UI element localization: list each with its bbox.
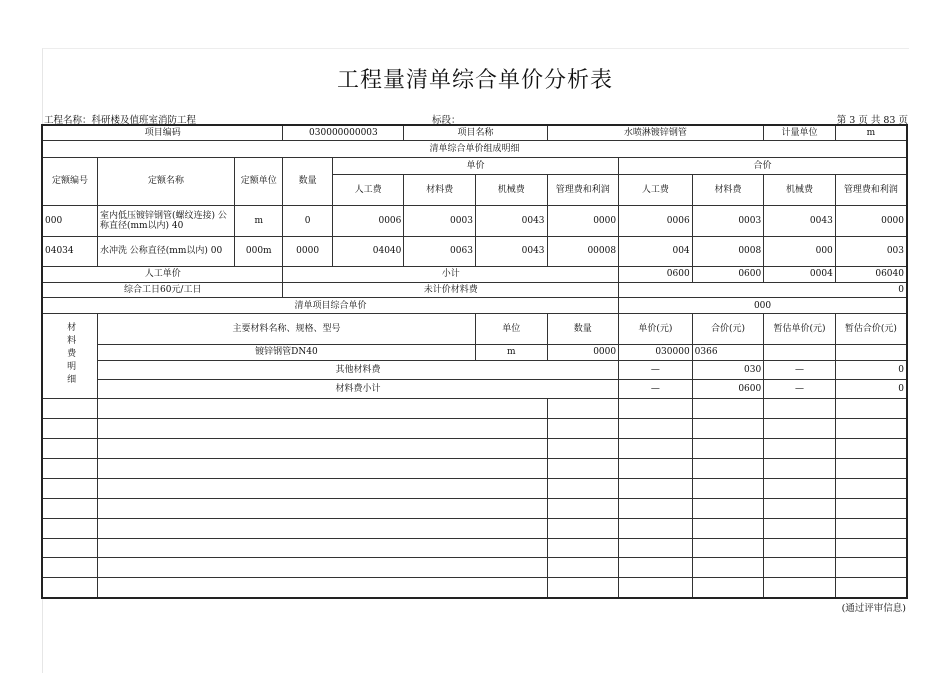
other-material-total: 030 (692, 361, 764, 380)
col-total-material: 材料费 (692, 174, 764, 205)
empty-row (42, 518, 907, 538)
unpriced-row (42, 282, 907, 298)
subtotal-row (42, 267, 907, 283)
unit-material: 0003 (404, 206, 476, 236)
analysis-table (41, 124, 908, 599)
material-section-label (42, 314, 97, 399)
empty-row (42, 399, 907, 419)
quota-no: 04034 (42, 236, 97, 266)
empty-row (42, 538, 907, 558)
subtotal-material: 0600 (692, 267, 764, 283)
material-header-row (42, 314, 907, 344)
col-total-price: 合价 (619, 157, 907, 174)
material-subtotal-unit-price: — (619, 380, 693, 399)
col-quantity: 数量 (283, 157, 332, 205)
material-name: 镀锌钢管DN40 (97, 344, 475, 361)
quota-qty: 0000 (283, 236, 332, 266)
total-mgmt: 0000 (835, 206, 907, 236)
mat-col-qty: 数量 (547, 314, 619, 344)
material-subtotal-est-unit: — (764, 380, 836, 399)
unit-machine: 0043 (475, 206, 547, 236)
material-qty: 0000 (547, 344, 619, 361)
item-unit-price-label: 清单项目综合单价 (42, 298, 619, 314)
quota-name: 室内低压镀锌钢管(螺纹连接) 公称直径(mm以内) 40 (97, 206, 234, 236)
table-row (42, 206, 907, 236)
other-material-est-total: 0 (835, 361, 907, 380)
subtotal-machine: 0004 (764, 267, 836, 283)
total-machine: 0043 (764, 206, 836, 236)
subtotal-labor: 0600 (619, 267, 693, 283)
unpriced-material-value: 0 (619, 282, 907, 298)
item-code-label: 项目编码 (42, 125, 283, 141)
project-name: 工程名称：科研楼及值班室消防工程 (44, 115, 197, 126)
mat-col-est-unit: 暂估单价(元) (764, 314, 836, 344)
unit-value: m (835, 125, 907, 141)
quota-name: 水冲洗 公称直径(mm以内) 00 (97, 236, 234, 266)
table-row (42, 344, 907, 361)
col-quota-name: 定额名称 (97, 157, 234, 205)
col-total-mgmt: 管理费和利润 (835, 174, 907, 205)
empty-row (42, 578, 907, 598)
col-quota-no: 定额编号 (42, 157, 97, 205)
review-note: (通过评审信息) (841, 603, 906, 614)
labor-rate: 综合工日60元/工日 (42, 282, 283, 298)
quota-no: 000 (42, 206, 97, 236)
item-unit-price-row (42, 298, 907, 314)
other-material-est-unit: — (764, 361, 836, 380)
total-material: 0008 (692, 236, 764, 266)
col-unit-labor: 人工费 (332, 174, 404, 205)
material-est-unit (764, 344, 836, 361)
unit-mgmt: 00008 (547, 236, 619, 266)
col-total-machine: 机械费 (764, 174, 836, 205)
quota-unit: m (235, 206, 283, 236)
material-unit-price: 030000 (619, 344, 693, 361)
other-material-label: 其他材料费 (97, 361, 618, 380)
empty-row (42, 558, 907, 578)
col-quota-unit: 定额单位 (235, 157, 283, 205)
unit-label: 计量单位 (764, 125, 836, 141)
empty-row (42, 498, 907, 518)
total-machine: 000 (764, 236, 836, 266)
labor-unit-price-label: 人工单价 (42, 267, 283, 283)
empty-row (42, 458, 907, 478)
page-counter: 第 3 页 共 83 页 (836, 115, 908, 126)
col-unit-material: 材料费 (404, 174, 476, 205)
material-unit: m (475, 344, 547, 361)
quota-qty: 0 (283, 206, 332, 236)
col-total-labor: 人工费 (619, 174, 693, 205)
col-unit-mgmt: 管理费和利润 (547, 174, 619, 205)
page-title: 工程量清单综合单价分析表 (336, 68, 613, 93)
empty-row (42, 419, 907, 439)
empty-row (42, 478, 907, 498)
header-row (42, 125, 907, 141)
subtotal-mgmt: 06040 (835, 267, 907, 283)
unit-mgmt: 0000 (547, 206, 619, 236)
material-est-total (835, 344, 907, 361)
unpriced-material-label: 未计价材料费 (283, 282, 619, 298)
unit-material: 0063 (404, 236, 476, 266)
item-name-label: 项目名称 (404, 125, 547, 141)
total-labor: 0006 (619, 206, 693, 236)
total-material: 0003 (692, 206, 764, 236)
material-subtotal-est-total: 0 (835, 380, 907, 399)
empty-row (42, 438, 907, 458)
mat-col-name: 主要材料名称、规格、型号 (97, 314, 475, 344)
material-section-text: 材料费明细 (65, 321, 76, 387)
mat-col-unit: 单位 (475, 314, 547, 344)
material-subtotal-total: 0600 (692, 380, 764, 399)
item-unit-price-value: 000 (619, 298, 907, 314)
section-title: 清单综合单价组成明细 (42, 141, 907, 158)
other-material-row (42, 361, 907, 380)
material-subtotal-row (42, 380, 907, 399)
col-unit-price: 单价 (332, 157, 618, 174)
mat-col-total: 合价(元) (692, 314, 764, 344)
total-mgmt: 003 (835, 236, 907, 266)
mat-col-unit-price: 单价(元) (619, 314, 693, 344)
material-total: 0366 (692, 344, 764, 361)
unit-labor: 0006 (332, 206, 404, 236)
section-label: 标段： (432, 115, 461, 126)
other-material-unit-price: — (619, 361, 693, 380)
unit-machine: 0043 (475, 236, 547, 266)
unit-labor: 04040 (332, 236, 404, 266)
item-code: 030000000003 (283, 125, 404, 141)
col-unit-machine: 机械费 (475, 174, 547, 205)
mat-col-est-total: 暂估合价(元) (835, 314, 907, 344)
material-subtotal-label: 材料费小计 (97, 380, 618, 399)
quota-unit: 000m (235, 236, 283, 266)
total-labor: 004 (619, 236, 693, 266)
item-name: 水喷淋镀锌钢管 (547, 125, 764, 141)
table-row (42, 236, 907, 266)
subtotal-label: 小计 (283, 267, 619, 283)
